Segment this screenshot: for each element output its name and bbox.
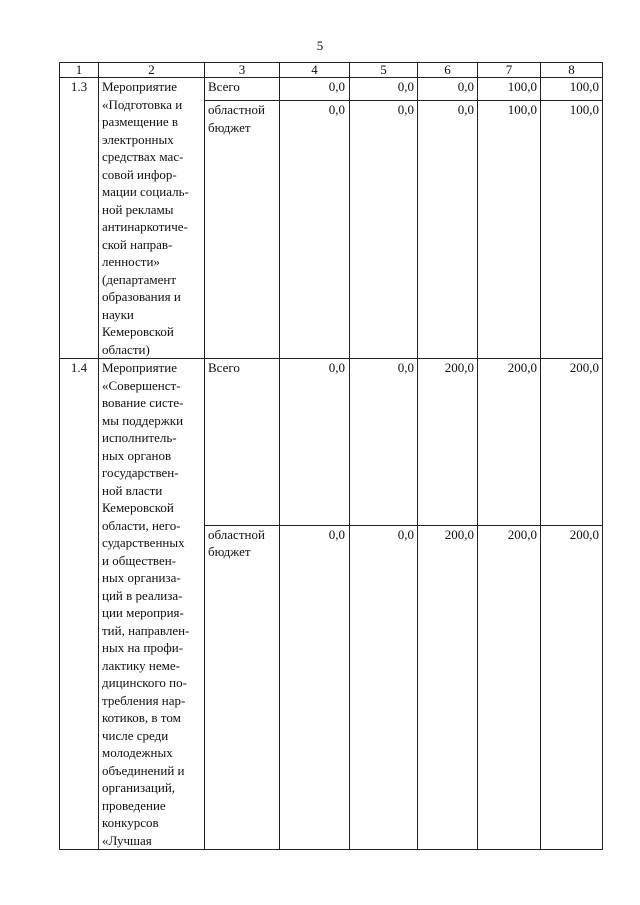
value-cell: 200,0 — [418, 359, 478, 526]
value-cell: 0,0 — [350, 78, 418, 101]
source-label: Всего — [205, 78, 280, 101]
source-label: областной бюджет — [205, 525, 280, 849]
column-header: 3 — [205, 63, 280, 78]
column-header: 7 — [478, 63, 541, 78]
row-index: 1.4 — [60, 359, 99, 850]
value-cell: 0,0 — [350, 101, 418, 359]
value-cell: 200,0 — [418, 525, 478, 849]
page-number: 5 — [316, 38, 324, 53]
column-number-row — [60, 63, 603, 78]
event-description: Мероприятие «Подготовка и размещение в электронных средствах мас- совой инфор- мации социаль- ной рекламы антинаркотиче- ской направ- ленности» (департамент образования и науки Кемеровской области) — [99, 78, 205, 359]
event-description: Мероприятие «Совершенст- вование систе- мы поддержки исполнитель- ных органов государствен- ной власти Кемеровской области, него- сударственных и обществен- ных организа- ций в реализа- ции мероприя- тий, направлен- ных на профи- лактику неме- дицинского по- требления нар- котиков, в том числе среди молодежных объединений и организаций, проведение конкурсов «Лучшая — [99, 359, 205, 850]
column-header: 8 — [541, 63, 603, 78]
value-cell: 200,0 — [541, 525, 603, 849]
value-cell: 100,0 — [478, 101, 541, 359]
value-cell: 0,0 — [350, 359, 418, 526]
value-cell: 100,0 — [541, 78, 603, 101]
value-cell: 100,0 — [541, 101, 603, 359]
value-cell: 0,0 — [280, 78, 350, 101]
source-label: областной бюджет — [205, 101, 280, 359]
column-header: 1 — [60, 63, 99, 78]
column-header: 6 — [418, 63, 478, 78]
column-header: 2 — [99, 63, 205, 78]
funding-table — [59, 62, 603, 850]
column-header: 4 — [280, 63, 350, 78]
value-cell: 0,0 — [418, 101, 478, 359]
table-row-total — [60, 359, 603, 526]
value-cell: 0,0 — [418, 78, 478, 101]
value-cell: 0,0 — [280, 525, 350, 849]
value-cell: 0,0 — [280, 359, 350, 526]
row-index: 1.3 — [60, 78, 99, 359]
value-cell: 100,0 — [478, 78, 541, 101]
source-label: Всего — [205, 359, 280, 526]
value-cell: 200,0 — [541, 359, 603, 526]
value-cell: 200,0 — [478, 359, 541, 526]
value-cell: 200,0 — [478, 525, 541, 849]
value-cell: 0,0 — [350, 525, 418, 849]
value-cell: 0,0 — [280, 101, 350, 359]
table-row-total — [60, 78, 603, 101]
column-header: 5 — [350, 63, 418, 78]
